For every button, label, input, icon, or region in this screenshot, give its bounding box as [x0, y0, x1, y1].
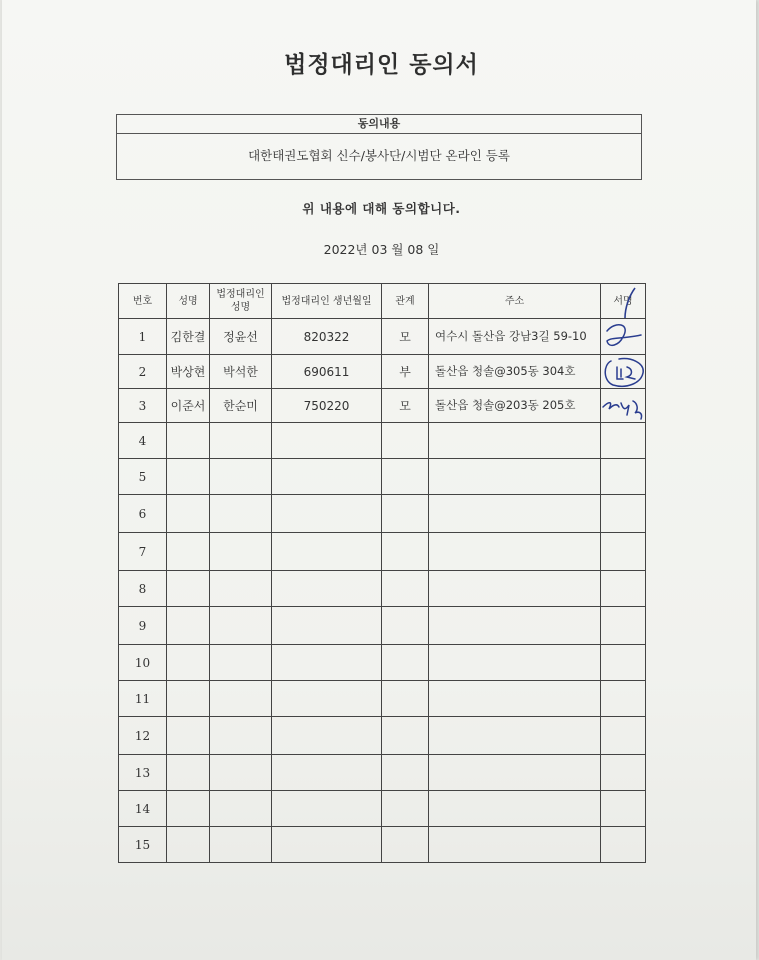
cell-relation [382, 495, 429, 533]
cell-signature [601, 389, 646, 423]
cell-no: 12 [119, 717, 167, 755]
cell-name [167, 827, 210, 863]
cell-relation [382, 827, 429, 863]
cell-signature [601, 495, 646, 533]
cell-name [167, 607, 210, 645]
cell-relation [382, 607, 429, 645]
cell-no: 7 [119, 533, 167, 571]
table-row [119, 827, 646, 863]
signature-1-mark [601, 319, 646, 353]
cell-guardian-birth [272, 423, 382, 459]
cell-signature [601, 319, 646, 355]
cell-address: 돌산읍 청솔@305동 304호 [429, 355, 601, 389]
header-address: 주소 [429, 284, 601, 319]
cell-no: 4 [119, 423, 167, 459]
cell-signature [601, 681, 646, 717]
cell-relation [382, 681, 429, 717]
cell-address [429, 459, 601, 495]
table-header-row [119, 284, 646, 319]
cell-signature [601, 533, 646, 571]
table-row [119, 355, 646, 389]
cell-address [429, 791, 601, 827]
cell-guardian-birth [272, 645, 382, 681]
table-row [119, 389, 646, 423]
cell-relation: 모 [382, 389, 429, 423]
cell-no: 14 [119, 791, 167, 827]
cell-no: 13 [119, 755, 167, 791]
cell-no: 1 [119, 319, 167, 355]
cell-relation [382, 459, 429, 495]
cell-name [167, 533, 210, 571]
cell-guardian-birth [272, 827, 382, 863]
cell-signature [601, 791, 646, 827]
cell-guardian-birth [272, 495, 382, 533]
cell-no: 8 [119, 571, 167, 607]
cell-guardian-name [210, 571, 272, 607]
header-guardian-birth: 법정대리인 생년월일 [272, 284, 382, 319]
cell-relation [382, 533, 429, 571]
table-row [119, 755, 646, 791]
cell-name [167, 645, 210, 681]
document-title: 법정대리인 동의서 [284, 52, 479, 78]
cell-guardian-name [210, 791, 272, 827]
cell-guardian-name [210, 645, 272, 681]
cell-no: 10 [119, 645, 167, 681]
cell-relation [382, 423, 429, 459]
cell-guardian-birth [272, 791, 382, 827]
cell-relation [382, 571, 429, 607]
document-page [2, 0, 756, 960]
cell-address [429, 571, 601, 607]
cell-guardian-name [210, 495, 272, 533]
cell-signature [601, 459, 646, 495]
cell-signature [601, 571, 646, 607]
cell-guardian-name [210, 607, 272, 645]
cell-relation [382, 717, 429, 755]
cell-relation [382, 791, 429, 827]
cell-address [429, 645, 601, 681]
consent-header: 동의내용 [117, 115, 641, 134]
cell-no: 5 [119, 459, 167, 495]
cell-no: 15 [119, 827, 167, 863]
document-date: 2022년 03 월 08 일 [323, 242, 440, 257]
cell-name [167, 459, 210, 495]
cell-relation: 모 [382, 319, 429, 355]
cell-guardian-name [210, 423, 272, 459]
signature-3-mark [601, 389, 646, 423]
cell-guardian-birth [272, 607, 382, 645]
cell-guardian-birth [272, 533, 382, 571]
cell-guardian-birth: 820322 [272, 319, 382, 355]
header-relation: 관계 [382, 284, 429, 319]
signature-1-overflow-mark [601, 284, 646, 318]
cell-guardian-name: 정윤선 [210, 319, 272, 355]
table-row [119, 571, 646, 607]
cell-guardian-birth [272, 571, 382, 607]
table-row [119, 791, 646, 827]
table-row [119, 533, 646, 571]
cell-signature [601, 423, 646, 459]
cell-name [167, 495, 210, 533]
agreement-statement: 위 내용에 대해 동의합니다. [302, 201, 461, 216]
cell-signature [601, 755, 646, 791]
consent-text: 대한태권도협회 신수/봉사단/시범단 온라인 등록 [248, 148, 510, 163]
cell-guardian-birth [272, 459, 382, 495]
cell-address [429, 423, 601, 459]
cell-name: 박상현 [167, 355, 210, 389]
cell-no: 11 [119, 681, 167, 717]
cell-no: 9 [119, 607, 167, 645]
signature-2-mark [601, 355, 646, 389]
table-row [119, 607, 646, 645]
cell-name [167, 571, 210, 607]
cell-address: 여수시 돌산읍 강남3길 59-10 [429, 319, 601, 355]
cell-address [429, 827, 601, 863]
cell-guardian-birth [272, 717, 382, 755]
consent-box [116, 114, 642, 180]
cell-signature [601, 827, 646, 863]
cell-name [167, 791, 210, 827]
table-row [119, 319, 646, 355]
cell-signature [601, 355, 646, 389]
cell-address [429, 533, 601, 571]
cell-name [167, 755, 210, 791]
table-row [119, 717, 646, 755]
header-signature [601, 284, 646, 319]
header-guardian-name: 법정대리인 성명 [210, 284, 272, 319]
cell-guardian-name: 박석한 [210, 355, 272, 389]
cell-guardian-birth: 690611 [272, 355, 382, 389]
cell-guardian-name [210, 459, 272, 495]
cell-guardian-name [210, 533, 272, 571]
cell-no: 3 [119, 389, 167, 423]
cell-address [429, 607, 601, 645]
header-no: 번호 [119, 284, 167, 319]
cell-relation [382, 645, 429, 681]
table-row [119, 645, 646, 681]
table-row [119, 495, 646, 533]
header-name: 성명 [167, 284, 210, 319]
cell-address: 돌산읍 청솔@203동 205호 [429, 389, 601, 423]
table-row [119, 423, 646, 459]
cell-guardian-name [210, 755, 272, 791]
cell-name [167, 681, 210, 717]
cell-name: 김한결 [167, 319, 210, 355]
cell-guardian-name: 한순미 [210, 389, 272, 423]
cell-guardian-birth [272, 755, 382, 791]
cell-guardian-name [210, 717, 272, 755]
cell-guardian-name [210, 681, 272, 717]
guardian-table [118, 283, 646, 863]
header-signature-label: 서명 [613, 295, 633, 307]
cell-name: 이준서 [167, 389, 210, 423]
table-row [119, 681, 646, 717]
cell-address [429, 495, 601, 533]
cell-relation: 부 [382, 355, 429, 389]
cell-no: 2 [119, 355, 167, 389]
cell-name [167, 423, 210, 459]
cell-guardian-birth: 750220 [272, 389, 382, 423]
table-row [119, 459, 646, 495]
cell-name [167, 717, 210, 755]
cell-signature [601, 607, 646, 645]
cell-address [429, 755, 601, 791]
cell-guardian-name [210, 827, 272, 863]
cell-no: 6 [119, 495, 167, 533]
cell-guardian-birth [272, 681, 382, 717]
cell-address [429, 717, 601, 755]
cell-address [429, 681, 601, 717]
cell-relation [382, 755, 429, 791]
cell-signature [601, 717, 646, 755]
cell-signature [601, 645, 646, 681]
